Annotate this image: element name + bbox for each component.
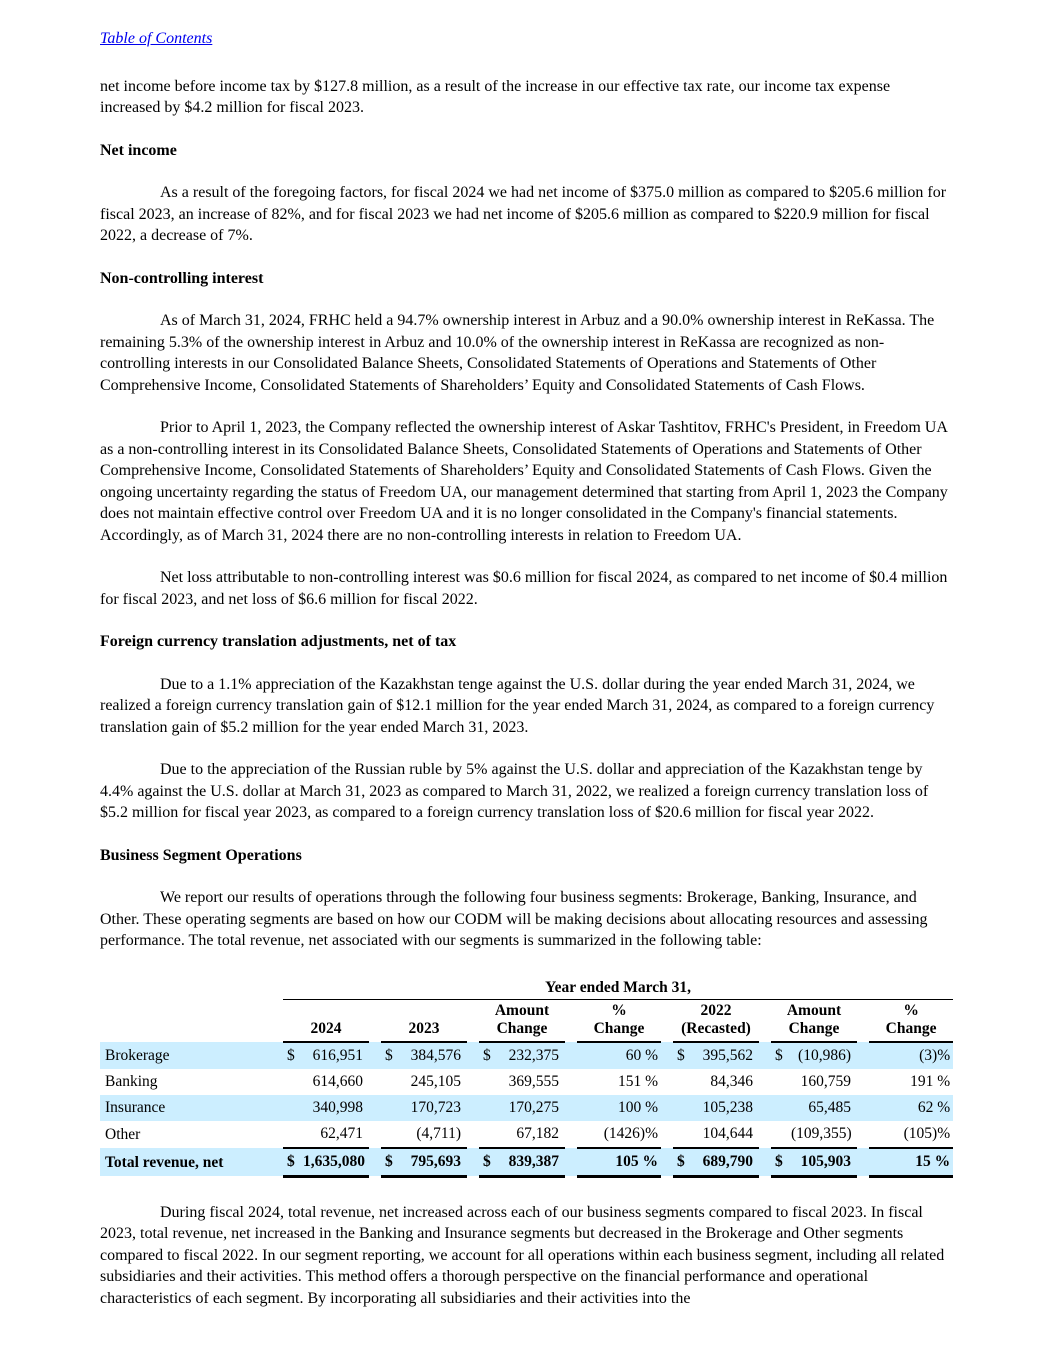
table-cell: 104,644 — [691, 1121, 759, 1148]
table-cell — [759, 1042, 771, 1069]
table-cell — [381, 1069, 399, 1095]
table-cell — [100, 999, 283, 1042]
table-cell: $ — [771, 1148, 789, 1177]
table-cell: 245,105 — [410, 1072, 461, 1090]
heading-net-income: Net income — [100, 141, 177, 159]
table-cell: $ — [771, 1042, 789, 1069]
table-cell — [759, 1148, 771, 1177]
table-cell — [661, 1069, 673, 1095]
table-cell — [857, 1069, 869, 1095]
toc-link-row — [100, 28, 953, 50]
row-label: Total revenue, net — [100, 1148, 283, 1177]
table-header-row — [100, 999, 953, 1042]
heading-business-segment-operations: Business Segment Operations — [100, 846, 302, 864]
table-cell: 100 % — [577, 1095, 661, 1121]
paragraph-fx-2: Due to the appreciation of the Russian ruble by 5% against the U.S. dollar and appreciation of the Kazakhstan tenge by 4.4% against the U.S. dollar at March 31, 2023 as compared to March 31, 2022, we realized a foreign currency translation loss of $5.2 million for fiscal year 2023, as compared to a foreign currency translation loss of $20.6 million for fiscal year 2022. — [100, 761, 929, 821]
table-cell — [661, 1095, 673, 1121]
heading-foreign-currency: Foreign currency translation adjustments, net of tax — [100, 633, 457, 650]
row-label: Banking — [105, 1072, 158, 1090]
paragraph-closing: During fiscal 2024, total revenue, net increased across each of our business segments compared to fiscal 2023. In fiscal 2023, total revenue, net increased in the Banking and Insurance segments but decreased in the Brokerage and Other segments compared to fiscal 2022. In our segment reporting, we account for all operations within each business segment, including all related subsidiaries and their activities. This method offers a thorough perspective on the financial performance and operational characteristics of each segment. By incorporating all subsidiaries and their activities into the — [100, 1203, 945, 1307]
heading-non-controlling-interest: Non-controlling interest — [100, 269, 264, 287]
table-cell: (105)% — [869, 1121, 953, 1148]
table-cell: 60 % — [577, 1042, 661, 1069]
table-row-other — [100, 1121, 953, 1148]
table-cell: 67,182 — [497, 1121, 565, 1148]
table-cell: $ — [283, 1148, 301, 1177]
table-title: Year ended March 31, — [283, 978, 953, 1000]
column-header-amount-change-1: Amount Change — [479, 999, 565, 1042]
table-cell — [479, 1121, 497, 1148]
column-header-label: % Change — [885, 1001, 937, 1037]
table-cell: $ — [381, 1042, 399, 1069]
table-cell — [369, 1148, 381, 1177]
table-cell: 62,471 — [301, 1121, 369, 1148]
table-row-insurance — [100, 1095, 953, 1121]
table-title-row — [100, 978, 953, 1000]
table-cell — [673, 1095, 691, 1121]
table-cell — [479, 1069, 497, 1095]
table-cell: 170,275 — [497, 1095, 565, 1121]
table-cell — [467, 1069, 479, 1095]
table-cell: $ — [283, 1042, 301, 1069]
column-header-2024: 2024 — [283, 999, 369, 1042]
table-cell — [759, 1095, 771, 1121]
table-cell — [369, 999, 381, 1042]
table-cell — [771, 1121, 789, 1148]
table-cell — [661, 1148, 673, 1177]
table-cell: (1426)% — [577, 1121, 661, 1148]
column-header-label: % Change — [593, 1001, 645, 1037]
table-cell: 1,635,080 — [301, 1148, 369, 1177]
table-cell — [283, 1121, 301, 1148]
table-cell — [565, 1121, 577, 1148]
table-cell: 614,660 — [312, 1072, 363, 1090]
table-cell: $ — [673, 1042, 691, 1069]
table-cell — [771, 1095, 789, 1121]
table-cell: 689,790 — [691, 1148, 759, 1177]
table-cell — [661, 1042, 673, 1069]
table-cell: 340,998 — [301, 1095, 369, 1121]
table-cell: 170,723 — [399, 1095, 467, 1121]
table-cell: $ — [479, 1042, 497, 1069]
paragraph-bso: We report our results of operations through the following four business segments: Brokerage, Banking, Insurance, and Other. These operating segments are based on how our CODM will be making decisions about allocating resources and assessing performance. The total revenue, net associated with our segments is summarized in the following table: — [100, 889, 928, 949]
segment-revenue-table — [100, 978, 953, 1178]
column-header-amount-change-2: Amount Change — [771, 999, 857, 1042]
table-cell — [759, 1069, 771, 1095]
table-cell — [857, 1121, 869, 1148]
column-header-2022-recasted: 2022 (Recasted) — [673, 999, 759, 1042]
table-cell: 151 % — [617, 1072, 658, 1090]
table-cell: 795,693 — [399, 1148, 467, 1177]
table-cell — [857, 999, 869, 1042]
table-cell: 839,387 — [497, 1148, 565, 1177]
table-cell — [771, 1069, 789, 1095]
table-cell — [673, 1069, 691, 1095]
table-cell — [565, 1095, 577, 1121]
table-cell — [369, 1069, 381, 1095]
table-cell: $ — [479, 1148, 497, 1177]
paragraph-nci-2: Prior to April 1, 2023, the Company reflected the ownership interest of Askar Tashtitov, FRHC's President, in Freedom UA as a non-controlling interest in its Consolidated Balance Sheets, Consolidated Statements of Operations and Statements of Other Comprehensive Income, Consolidated Statements of Shareholders’ Equity and Consolidated Statements of Cash Flows. Given the ongoing uncertainty regarding the status of Freedom UA, our management determined that starting from April 1, 2023 the Company does not maintain effective control over Freedom UA and it is no longer consolidated in the Company's financial statements. Accordingly, as of March 31, 2024 there are no non-controlling interests in relation to Freedom UA. — [100, 419, 948, 544]
table-of-contents-link[interactable]: Table of Contents — [100, 30, 213, 47]
table-cell: (3)% — [869, 1042, 953, 1069]
paragraph-fx-1: Due to a 1.1% appreciation of the Kazakhstan tenge against the U.S. dollar during the year ended March 31, 2024, we realized a foreign currency translation gain of $12.1 million for the year ended March 31, 2024, as compared to a foreign currency translation gain of $5.2 million for the year ended March 31, 2023. — [100, 675, 935, 736]
table-cell — [369, 1121, 381, 1148]
table-cell: 395,562 — [691, 1042, 759, 1069]
table-cell — [565, 1148, 577, 1177]
table-cell — [661, 999, 673, 1042]
paragraph-intro: net income before income tax by $127.8 million, as a result of the increase in our effective tax rate, our income tax expense increased by $4.2 million for fiscal 2023. — [100, 77, 891, 116]
table-cell: 191 % — [910, 1072, 951, 1090]
table-cell — [467, 1148, 479, 1177]
table-row-banking — [100, 1069, 953, 1095]
table-cell: (10,986) — [789, 1042, 857, 1069]
table-cell — [381, 1095, 399, 1121]
row-label: Insurance — [100, 1095, 283, 1121]
table-cell — [283, 1069, 301, 1095]
table-cell — [857, 1095, 869, 1121]
row-label: Other — [105, 1125, 141, 1143]
row-label: Brokerage — [100, 1042, 283, 1069]
table-cell: 105,238 — [691, 1095, 759, 1121]
table-cell: 84,346 — [710, 1072, 753, 1090]
table-cell — [857, 1148, 869, 1177]
table-cell — [759, 1121, 771, 1148]
table-cell: 62 % — [869, 1095, 953, 1121]
paragraph-nci-1: As of March 31, 2024, FRHC held a 94.7% ownership interest in Arbuz and a 90.0% ownership interest in ReKassa. The remaining 5.3% of the ownership interest in Arbuz and 10.0% of the ownership interest in ReKassa are recognized as non-controlling interests in our Consolidated Balance Sheets, Consolidated Statements of Operations and Statements of Other Comprehensive Income, Consolidated Statements of Shareholders’ Equity and Consolidated Statements of Cash Flows. — [100, 312, 935, 394]
table-cell — [467, 1121, 479, 1148]
table-cell: 105 % — [577, 1148, 661, 1177]
table-cell: 369,555 — [508, 1072, 559, 1090]
table-cell: 384,576 — [399, 1042, 467, 1069]
table-cell — [479, 1095, 497, 1121]
table-cell: 616,951 — [301, 1042, 369, 1069]
table-cell: 232,375 — [497, 1042, 565, 1069]
table-cell — [565, 999, 577, 1042]
table-cell: $ — [673, 1148, 691, 1177]
table-cell — [565, 1069, 577, 1095]
column-header-2023: 2023 — [381, 999, 467, 1042]
table-cell: 105,903 — [789, 1148, 857, 1177]
table-cell: 160,759 — [800, 1072, 851, 1090]
table-cell — [369, 1042, 381, 1069]
table-cell — [857, 1042, 869, 1069]
table-cell — [661, 1121, 673, 1148]
table-cell — [467, 1042, 479, 1069]
table-cell: 65,485 — [789, 1095, 857, 1121]
table-cell — [369, 1095, 381, 1121]
paragraph-nci-3: Net loss attributable to non-controlling interest was $0.6 million for fiscal 2024, as compared to net income of $0.4 million for fiscal 2023, and net loss of $6.6 million for fiscal 2022. — [100, 569, 948, 608]
column-header-pct-change-2 — [869, 999, 953, 1042]
table-cell — [565, 1042, 577, 1069]
table-cell — [673, 1121, 691, 1148]
column-header-pct-change-1 — [577, 999, 661, 1042]
table-cell: $ — [381, 1148, 399, 1177]
table-cell — [381, 1121, 399, 1148]
table-cell: 15 % — [869, 1148, 953, 1177]
paragraph-net-income: As a result of the foregoing factors, for fiscal 2024 we had net income of $375.0 million as compared to $205.6 million for fiscal 2023, an increase of 82%, and for fiscal 2023 we had net income of $205.6 million as compared to $220.9 million for fiscal 2022, a decrease of 7%. — [100, 184, 947, 244]
table-cell — [283, 1095, 301, 1121]
table-cell: (109,355) — [789, 1121, 857, 1148]
table-row-total-revenue — [100, 1148, 953, 1177]
table-cell — [467, 999, 479, 1042]
table-cell — [467, 1095, 479, 1121]
table-cell — [100, 978, 283, 1000]
table-cell — [759, 999, 771, 1042]
table-cell: (4,711) — [399, 1121, 467, 1148]
table-row-brokerage — [100, 1042, 953, 1069]
